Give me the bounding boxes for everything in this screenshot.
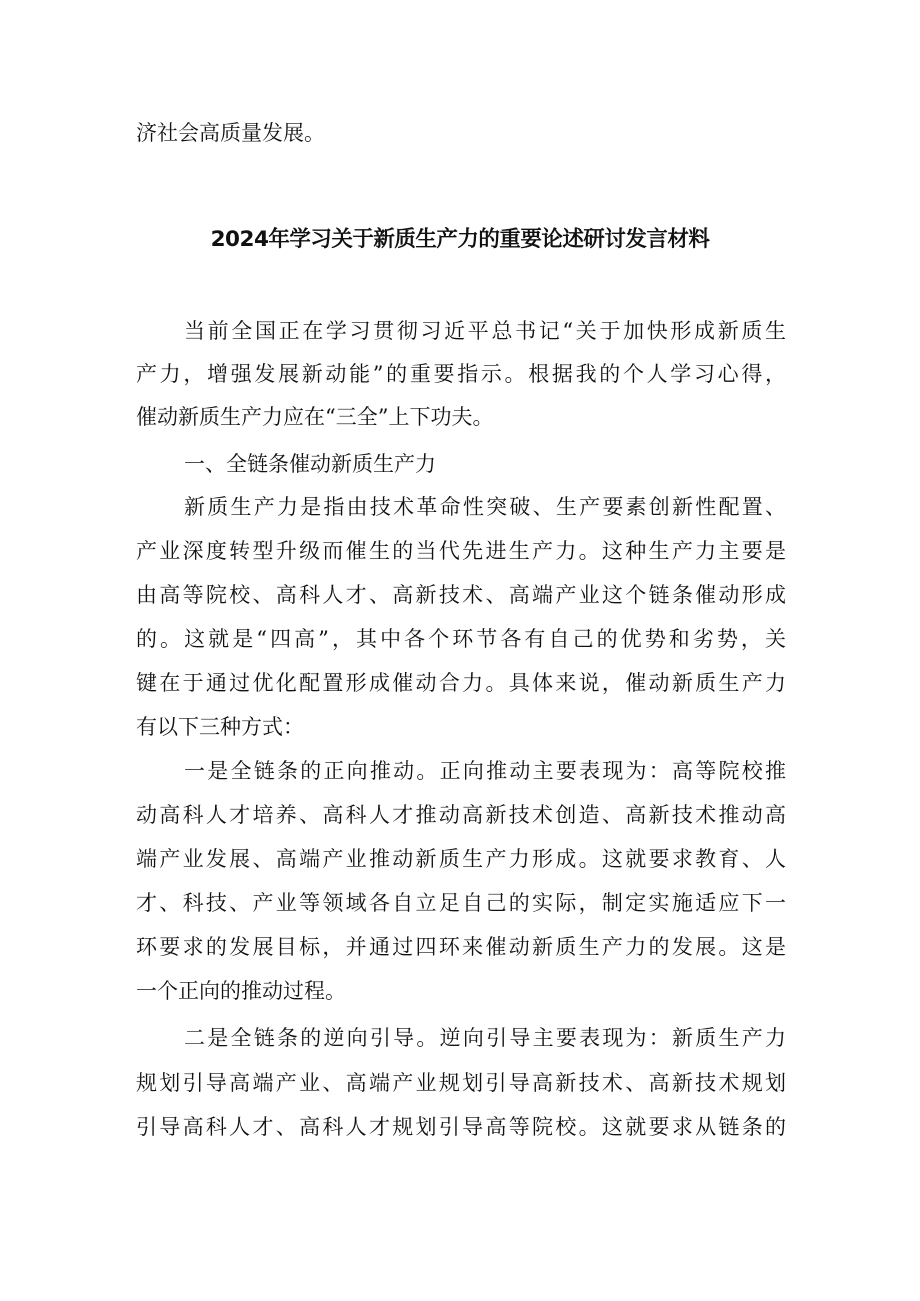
- paragraph-line: 键在于通过优化配置形成催动合力。具体来说，催动新质生产力: [136, 671, 786, 695]
- paragraph-line: 产业深度转型升级而催生的当代先进生产力。这种生产力主要是: [136, 539, 786, 563]
- paragraph-line: 由高等院校、高科人才、高新技术、高端产业这个链条催动形成: [136, 583, 786, 607]
- document-title: 2024年学习关于新质生产力的重要论述研讨发言材料: [210, 227, 710, 252]
- intro-line: 产力，增强发展新动能”的重要指示。根据我的个人学习心得，: [136, 362, 786, 386]
- paragraph-line: 端产业发展、高端产业推动新质生产力形成。这就要求教育、人: [136, 847, 786, 871]
- paragraph-line: 环要求的发展目标，并通过四环来催动新质生产力的发展。这是: [136, 935, 786, 959]
- paragraph-line: 新质生产力是指由技术革命性突破、生产要素创新性配置、: [184, 495, 786, 519]
- continuation-line: 济社会高质量发展。: [136, 121, 325, 145]
- paragraph-line: 规划引导高端产业、高端产业规划引导高新技术、高新技术规划: [136, 1071, 786, 1095]
- paragraph-line: 一是全链条的正向推动。正向推动主要表现为：高等院校推: [184, 759, 786, 783]
- paragraph-line: 引导高科人才、高科人才规划引导高等院校。这就要求从链条的: [136, 1115, 786, 1139]
- paragraph-line: 动高科人才培养、高科人才推动高新技术创造、高新技术推动高: [136, 803, 786, 827]
- paragraph-line: 的。这就是“四高”，其中各个环节各有自己的优势和劣势，关: [136, 627, 786, 651]
- intro-line: 催动新质生产力应在“三全”上下功夫。: [136, 405, 494, 429]
- intro-line: 当前全国正在学习贯彻习近平总书记“关于加快形成新质生: [184, 319, 786, 343]
- section-heading: 一、全链条催动新质生产力: [184, 452, 436, 476]
- paragraph-line: 才、科技、产业等领域各自立足自己的实际，制定实施适应下一: [136, 891, 786, 915]
- paragraph-line: 有以下三种方式：: [136, 715, 304, 739]
- paragraph-line: 一个正向的推动过程。: [136, 979, 346, 1003]
- paragraph-line: 二是全链条的逆向引导。逆向引导主要表现为：新质生产力: [184, 1026, 786, 1050]
